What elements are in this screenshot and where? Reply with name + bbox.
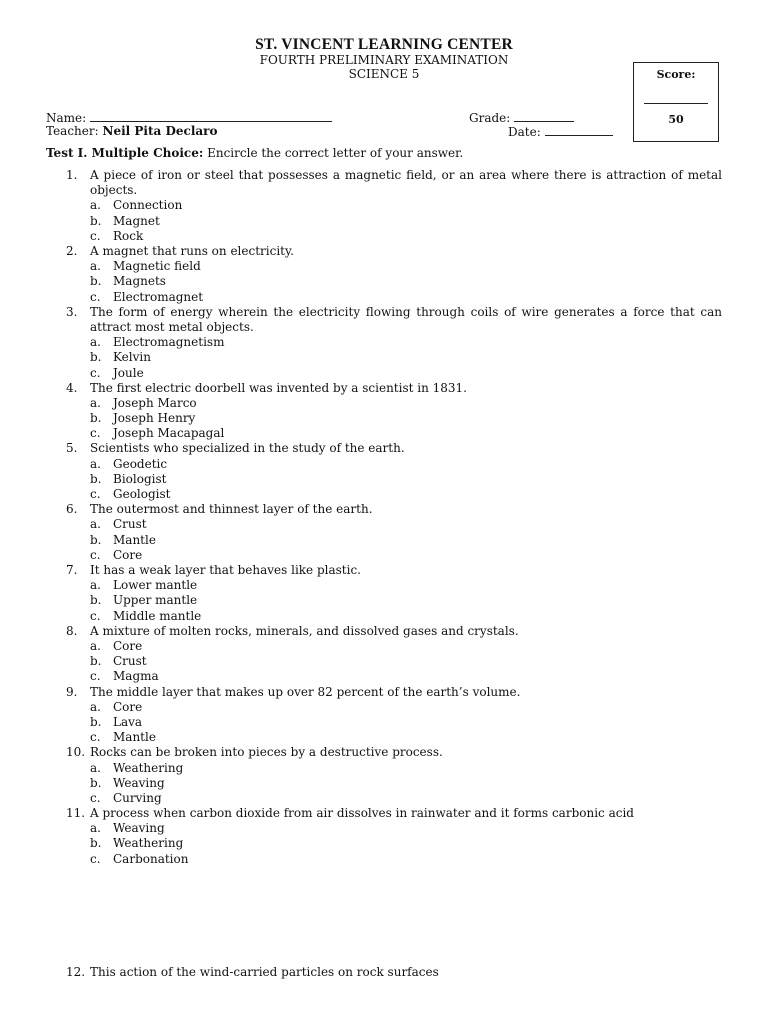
teacher-field [46, 124, 217, 138]
exam-title: FOURTH PRELIMINARY EXAMINATION [259, 53, 509, 67]
option-text: Magnets [113, 274, 166, 289]
answer-option[interactable] [46, 548, 722, 563]
option-letter: c. [90, 487, 101, 502]
question-item [46, 441, 722, 456]
option-text: Weathering [113, 760, 184, 775]
instructions [46, 146, 463, 160]
answer-option[interactable] [46, 517, 722, 532]
question-text: Rocks can be broken into pieces by a destructive process. [90, 745, 443, 760]
option-text: Lower mantle [113, 578, 198, 593]
option-letter: b. [90, 411, 102, 426]
question-text: The first electric doorbell was invented by a scientist in 1831. [90, 380, 467, 395]
question-number: 11. [66, 806, 86, 821]
option-text: Crust [113, 517, 147, 532]
answer-option[interactable] [46, 487, 722, 502]
option-letter: c. [90, 669, 101, 684]
option-letter: a. [90, 760, 101, 775]
option-text: Rock [113, 228, 144, 243]
teacher-name: Neil Pita Declaro [102, 124, 218, 138]
question-number: 2. [66, 243, 78, 258]
date-field [508, 124, 613, 139]
instructions-text: Encircle the correct letter of your answer. [203, 146, 464, 160]
option-text: Mantle [113, 730, 156, 745]
option-letter: c. [90, 228, 101, 243]
option-letter: a. [90, 638, 101, 653]
option-text: Core [113, 547, 143, 562]
answer-option[interactable] [46, 214, 722, 229]
answer-option[interactable] [46, 791, 722, 806]
option-text: Joule [113, 365, 144, 380]
question-text: A mixture of molten rocks, minerals, and dissolved gases and crystals. [90, 623, 519, 638]
answer-option[interactable] [46, 639, 722, 654]
option-letter: b. [90, 654, 102, 669]
option-text: Magma [113, 669, 159, 684]
option-letter: c. [90, 851, 101, 866]
option-text: Mantle [113, 532, 156, 547]
test-title: Test I. Multiple Choice: [46, 146, 204, 160]
question-text: Scientists who specialized in the study of the earth. [90, 441, 405, 456]
option-text: Core [113, 699, 143, 714]
question-number: 3. [66, 304, 78, 319]
option-text: Weathering [113, 836, 184, 851]
option-letter: b. [90, 836, 102, 851]
option-letter: a. [90, 198, 101, 213]
option-letter: a. [90, 517, 101, 532]
question-item [46, 305, 722, 335]
option-text: Carbonation [113, 851, 189, 866]
score-box [633, 62, 719, 142]
question-item [46, 624, 722, 639]
answer-option[interactable] [46, 229, 722, 244]
question-number: 12. [66, 964, 86, 979]
question-number: 9. [66, 684, 78, 699]
option-text: Electromagnetism [113, 335, 225, 350]
answer-option[interactable] [46, 411, 722, 426]
answer-option[interactable] [46, 593, 722, 608]
answer-option[interactable] [46, 457, 722, 472]
option-letter: c. [90, 289, 101, 304]
answer-option[interactable] [46, 776, 722, 791]
option-text: Joseph Marco [113, 395, 197, 410]
option-text: Kelvin [113, 350, 151, 365]
score-blank-line [644, 103, 708, 104]
question-number: 10. [66, 745, 86, 760]
question-number: 4. [66, 380, 78, 395]
option-text: Magnet [113, 213, 160, 228]
teacher-label: Teacher: [46, 124, 99, 138]
option-letter: b. [90, 775, 102, 790]
question-number: 8. [66, 623, 78, 638]
question-text: The middle layer that makes up over 82 percent of the earth’s volume. [90, 684, 521, 699]
option-letter: c. [90, 426, 101, 441]
option-letter: a. [90, 259, 101, 274]
answer-option[interactable] [46, 290, 722, 305]
option-letter: b. [90, 471, 102, 486]
option-text: Biologist [113, 471, 167, 486]
answer-option[interactable] [46, 700, 722, 715]
option-text: Joseph Henry [113, 411, 196, 426]
answer-option[interactable] [46, 852, 722, 867]
option-text: Electromagnet [113, 289, 204, 304]
question-text: It has a weak layer that behaves like plastic. [90, 563, 361, 577]
score-total: 50 [668, 113, 684, 126]
question-item [46, 244, 722, 259]
answer-option[interactable] [46, 730, 722, 745]
question-item [46, 381, 722, 396]
option-text: Crust [113, 654, 147, 669]
answer-option[interactable] [46, 396, 722, 411]
answer-option[interactable] [46, 669, 722, 684]
subject-title: SCIENCE 5 [348, 67, 420, 81]
question-item [46, 685, 722, 700]
grade-blank[interactable] [514, 110, 574, 122]
question-list [46, 168, 722, 980]
answer-option[interactable] [46, 335, 722, 350]
answer-option[interactable] [46, 654, 722, 669]
school-name: ST. VINCENT LEARNING CENTER [255, 36, 513, 53]
option-letter: b. [90, 213, 102, 228]
question-number: 1. [66, 168, 78, 182]
grade-label: Grade: [469, 111, 511, 125]
question-item [46, 563, 722, 578]
option-letter: c. [90, 730, 101, 745]
answer-option[interactable] [46, 274, 722, 289]
question-item [46, 965, 722, 980]
answer-option[interactable] [46, 259, 722, 274]
option-letter: a. [90, 335, 101, 350]
answer-option[interactable] [46, 761, 722, 776]
answer-option[interactable] [46, 836, 722, 851]
name-field [46, 110, 332, 125]
option-letter: c. [90, 365, 101, 380]
name-blank[interactable] [90, 110, 332, 122]
answer-option[interactable] [46, 198, 722, 213]
score-label: Score: [656, 68, 696, 81]
answer-option[interactable] [46, 366, 722, 381]
option-letter: c. [90, 547, 101, 562]
option-letter: b. [90, 274, 102, 289]
answer-option[interactable] [46, 426, 722, 441]
option-letter: a. [90, 699, 101, 714]
question-text: A magnet that runs on electricity. [90, 243, 294, 258]
question-item [46, 168, 722, 198]
option-letter: b. [90, 350, 102, 365]
option-text: Joseph Macapagal [113, 426, 225, 441]
date-label: Date: [508, 125, 541, 139]
answer-option[interactable] [46, 472, 722, 487]
answer-option[interactable] [46, 821, 722, 836]
option-letter: b. [90, 593, 102, 608]
answer-option[interactable] [46, 715, 722, 730]
question-text: The outermost and thinnest layer of the earth. [90, 502, 373, 517]
option-letter: a. [90, 578, 101, 593]
option-letter: b. [90, 532, 102, 547]
option-letter: a. [90, 456, 101, 471]
date-blank[interactable] [545, 124, 613, 136]
name-label: Name: [46, 111, 87, 125]
option-text: Geologist [113, 487, 171, 502]
grade-field [469, 110, 574, 125]
option-text: Curving [113, 790, 162, 805]
option-text: Magnetic field [113, 259, 201, 274]
option-text: Upper mantle [113, 593, 198, 608]
question-number: 6. [66, 502, 78, 517]
question-item [46, 502, 722, 517]
question-text: A process when carbon dioxide from air dissolves in rainwater and it forms carbonic acid [90, 806, 634, 821]
question-text: A piece of iron or steel that possesses a magnetic field, or an area where there is attraction of metal objects. [90, 168, 722, 198]
question-number: 5. [66, 441, 78, 456]
question-number: 7. [66, 563, 78, 577]
option-text: Lava [113, 714, 143, 729]
question-text: This action of the wind-carried particles on rock surfaces [90, 964, 439, 979]
option-letter: c. [90, 790, 101, 805]
option-text: Geodetic [113, 456, 168, 471]
option-text: Weaving [113, 775, 165, 790]
answer-option[interactable] [46, 578, 722, 593]
answer-option[interactable] [46, 533, 722, 548]
answer-option[interactable] [46, 350, 722, 365]
option-text: Weaving [113, 821, 165, 836]
option-letter: a. [90, 395, 101, 410]
option-letter: b. [90, 714, 102, 729]
option-letter: c. [90, 608, 101, 623]
option-letter: a. [90, 821, 101, 836]
option-text: Connection [113, 198, 183, 213]
question-item [46, 745, 722, 760]
question-text: The form of energy wherein the electricity flowing through coils of wire generates a force that can attract most metal objects. [90, 304, 722, 334]
question-item [46, 806, 722, 821]
option-text: Core [113, 638, 143, 653]
answer-option[interactable] [46, 609, 722, 624]
option-text: Middle mantle [113, 608, 202, 623]
page-gap [46, 867, 722, 965]
